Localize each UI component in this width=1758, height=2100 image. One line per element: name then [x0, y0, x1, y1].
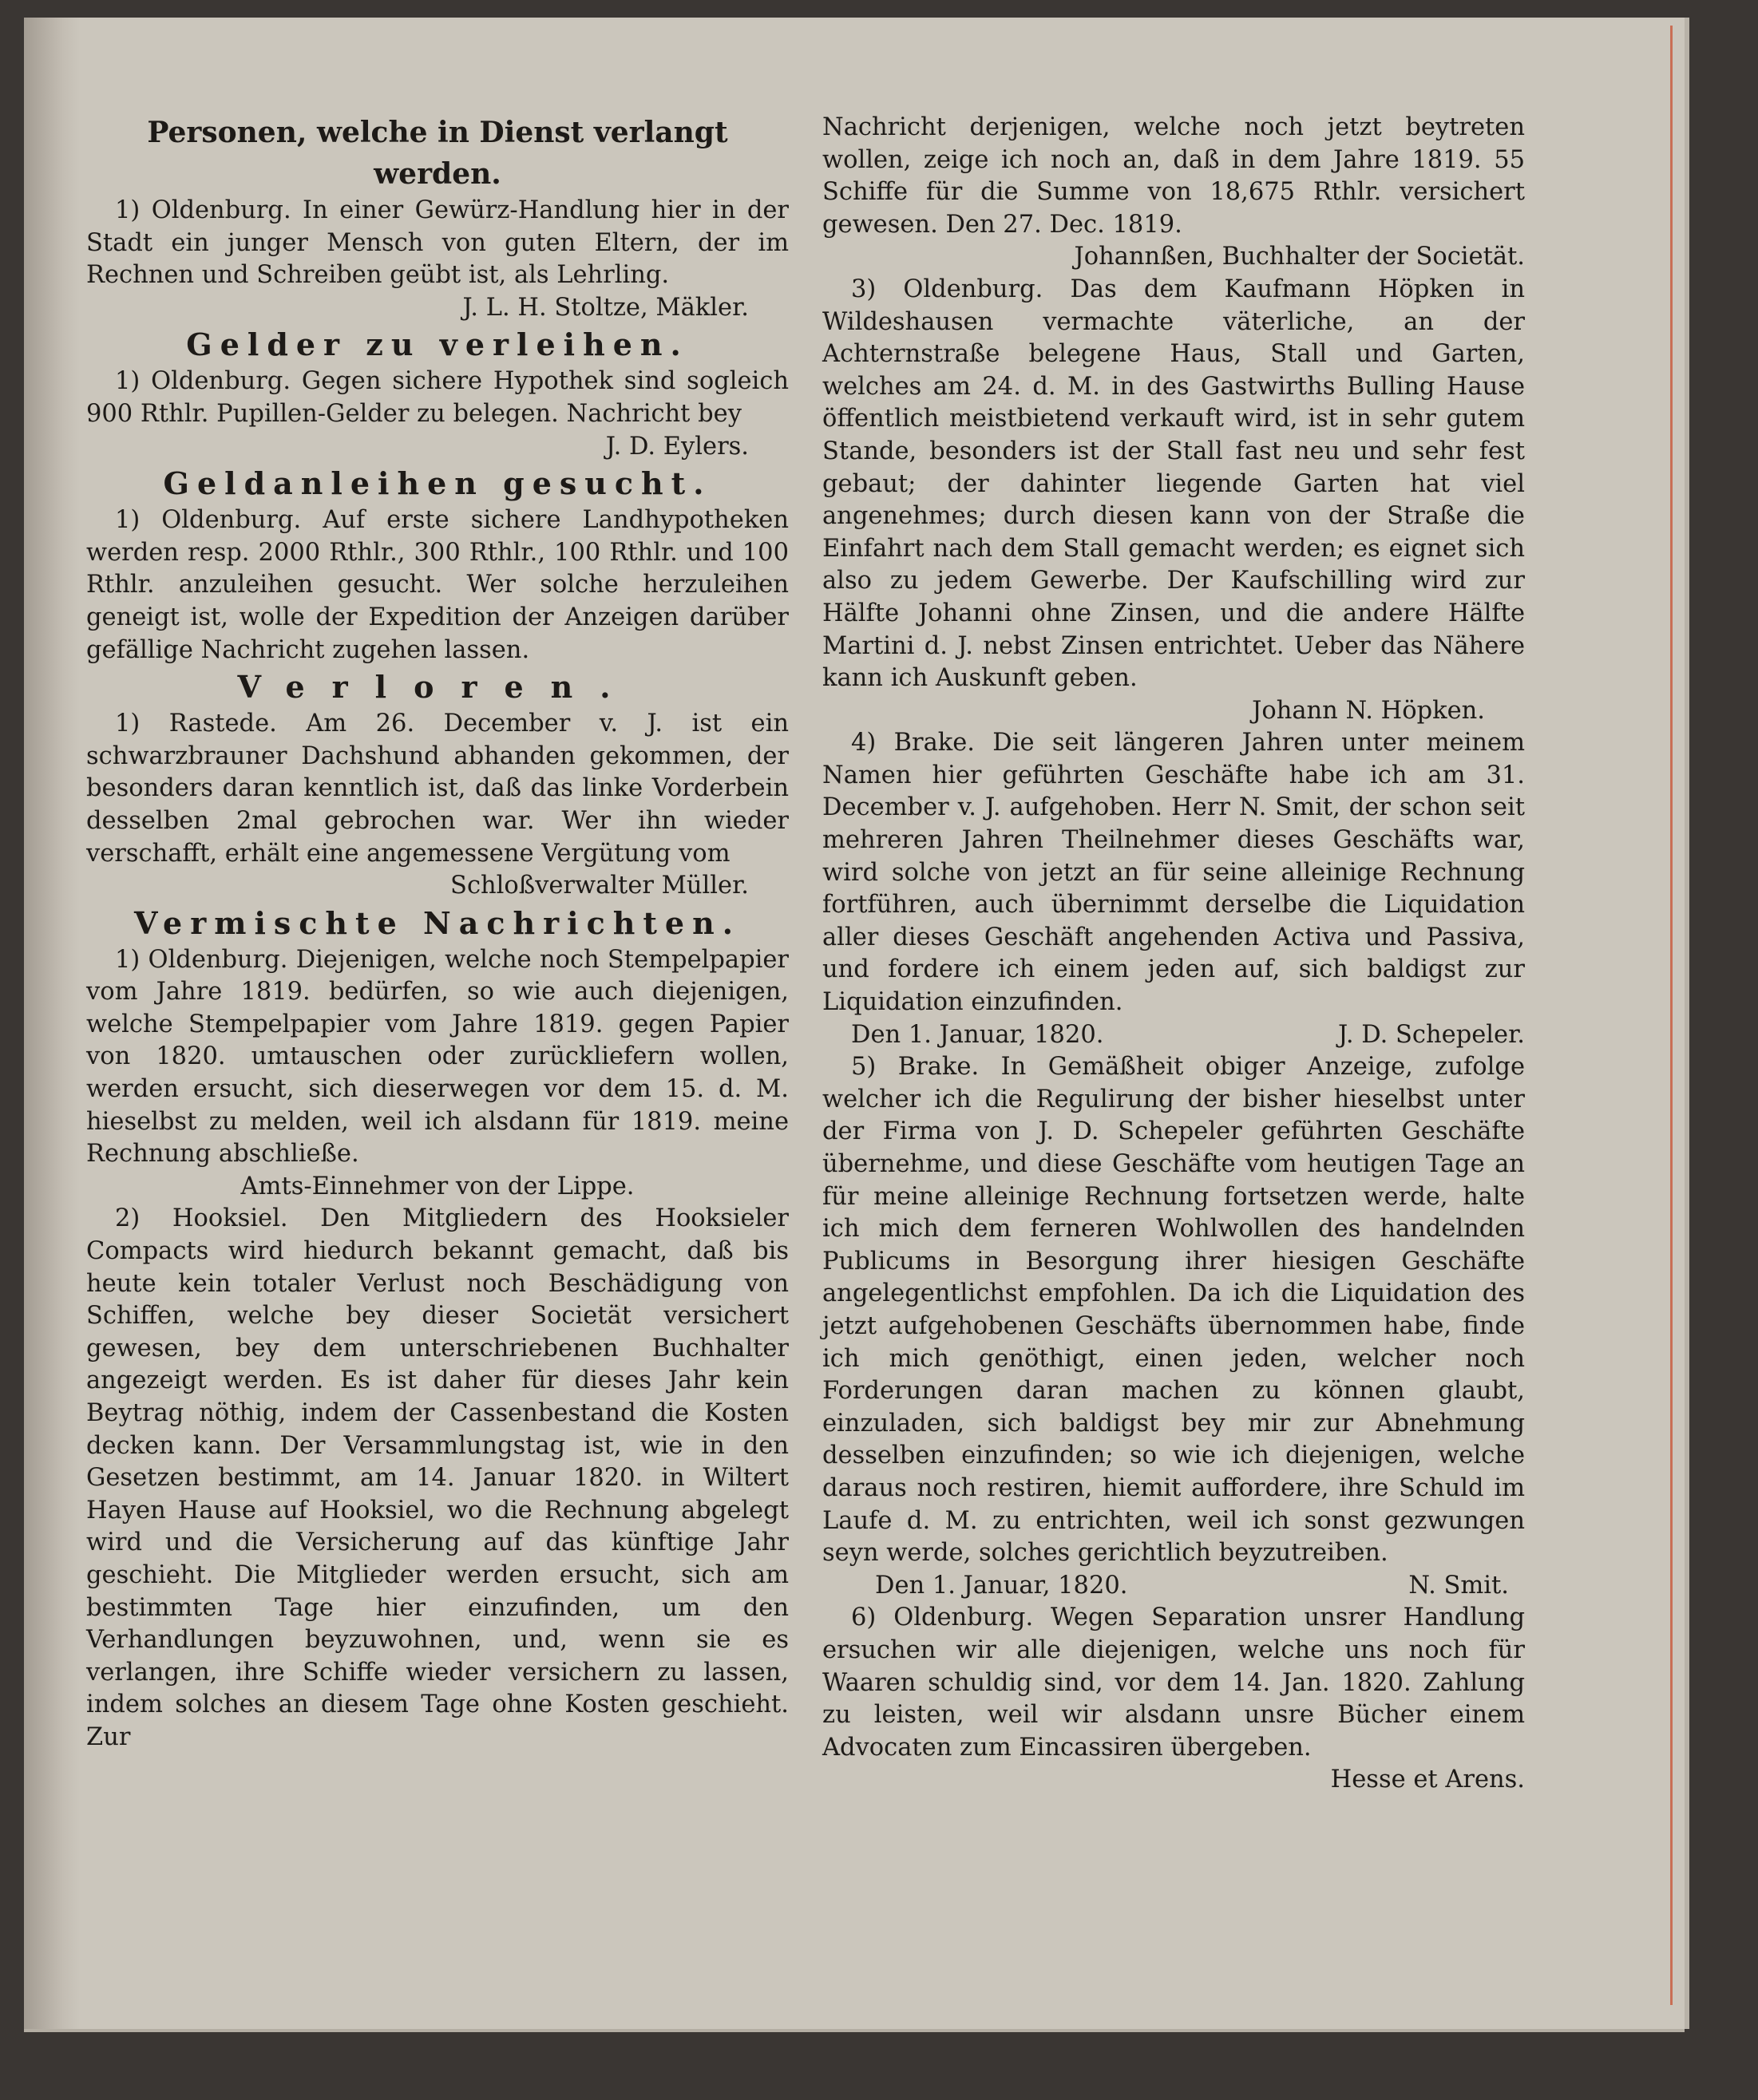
notice-persons-1: 1) Oldenburg. In einer Gewürz-Handlung hier in der Stadt ein junger Mensch von guten Eltern, der im Rechnen und Schreiben geübt ist, als Lehrling. [86, 196, 789, 290]
heading-persons-wanted: Personen, welche in Dienst verlangt werden. [147, 116, 728, 191]
notice-misc-2: 2) Hooksiel. Den Mitgliedern des Hooksieler Compacts wird hiedurch bekannt gemacht, daß bis heute kein totaler Verlust noch Beschädigung von Schiffen, welche bey dieser Societät versichert gewesen, bey dem unterschriebenen Buchhalter angezeigt werden. Es ist daher für dieses Jahr kein Beytrag nöthig, indem der Cassenbestand die Kosten decken kann. Der Versammlungstag ist, wie in den Gesetzen bestimmt, am 14. Januar 1820. in Wiltert Hayen Hause auf Hooksiel, wo die Rechnung abgelegt wird und die Versicherung auf das künftige Jahr geschieht. Die Mitglieder werden ersucht, sich am bestimmten Tage hier einzufinden, um den Verhandlungen beyzuwohnen, und, wenn sie es verlangen, ihre Schiffe wieder versichern zu lassen, indem solches an diesem Tage ohne Kosten geschieht. Zur [86, 1204, 789, 1751]
left-column [86, 112, 789, 1754]
notice-lend-1: 1) Oldenburg. Gegen sichere Hypothek sind sogleich 900 Rthlr. Pupillen-Gelder zu belegen. Nachricht bey [86, 367, 789, 428]
date-misc-5: Den 1. Januar, 1820. [875, 1571, 1128, 1600]
notice-misc-5: 5) Brake. In Gemäßheit obiger Anzeige, zufolge welcher ich die Regulirung der bisher hieselbst unter der Firma von J. D. Schepeler geführten Geschäfte übernehme, und diese Geschäfte vom heutigen Tage an für meine alleinige Rechnung fortsetzen werde, halte ich mich dem ferneren Wohlwollen des handelnden Publicums in Besorgung ihrer hiesigen Geschäfte angelegentlichst empfohlen. Da ich die Liquidation des jetzt aufgehobenen Geschäfts übernommen habe, finde ich mich genöthigt, einen jeden, welcher noch Forderungen daran machen zu können glaubt, einzuladen, sich baldigst bey mir zur Abnehmung desselben einzufinden; so wie ich diejenigen, welche daraus noch restiren, hiemit auffordere, ihre Schuld im Laufe d. M. zu entrichten, weil ich sonst gezwungen seyn werde, solches gerichtlich beyzutreiben. [822, 1053, 1525, 1568]
notice-lost-1: 1) Rastede. Am 26. December v. J. ist ein schwarzbrauner Dachshund abhanden gekommen, der besonders daran kenntlich ist, daß das linke Vorderbein desselben 2mal gebrochen war. Wer ihn wieder verschafft, erhält eine angemessene Vergütung vom [86, 710, 789, 868]
date-line-misc-4 [822, 1019, 1525, 1052]
signature-mueller: Schloßverwalter Müller. [450, 872, 749, 900]
signature-lippe: Amts-Einnehmer von der Lippe. [240, 1172, 635, 1200]
signature-hoepken: Johann N. Höpken. [1252, 696, 1485, 725]
signature-hesse-arens: Hesse et Arens. [1330, 1766, 1525, 1794]
page-spine-shadow [24, 18, 80, 2029]
notice-misc-2-continued: Nachricht derjenigen, welche noch jetzt beytreten wollen, zeige ich noch an, daß in dem Jahre 1819. 55 Schiffe für die Summe von 18,675 Rthlr. versichert gewesen. Den 27. Dec. 1819. [822, 113, 1525, 239]
heading-misc-news: Vermischte Nachrichten. [134, 904, 741, 941]
signature-johannssen: Johannßen, Buchhalter der Societät. [1074, 243, 1525, 271]
notice-misc-6: 6) Oldenburg. Wegen Separation unsrer Handlung ersuchen wir alle diejenigen, welche uns noch für Waaren schuldig sind, vor dem 14. Jan. 1820. Zahlung zu leisten, weil wir alsdann unsre Bücher einem Advocaten zum Eincassiren übergeben. [822, 1604, 1525, 1762]
right-column [822, 112, 1525, 1797]
signature-schepeler: J. D. Schepeler. [1338, 1020, 1525, 1049]
date-line-misc-5 [822, 1570, 1525, 1603]
notice-misc-3: 3) Oldenburg. Das dem Kaufmann Höpken in Wildeshausen vermachte väterliche, an der Achternstraße belegene Haus, Stall und Garten, welches am 24. d. M. in des Gastwirths Bulling Hause öffentlich meistbietend verkauft wird, ist in sehr gutem Stande, besonders ist der Stall fast neu und sehr fest gebaut; der dahinter liegende Garten hat viel angenehmes; durch diesen kann von der Straße die Einfahrt nach dem Stall gemacht werden; es eignet sich also zu jedem Gewerbe. Der Kaufschilling wird zur Hälfte Johanni ohne Zinsen, und die andere Hälfte Martini d. J. nebst Zinsen entrichtet. Ueber das Nähere kann ich Auskunft geben. [822, 275, 1525, 693]
signature-stoltze: J. L. H. Stoltze, Mäkler. [462, 293, 749, 322]
page-edge-stain [1670, 26, 1673, 2005]
signature-eylers: J. D. Eylers. [605, 432, 749, 461]
heading-loans-wanted: Geldanleihen gesucht. [163, 465, 712, 502]
notice-misc-4: 4) Brake. Die seit längeren Jahren unter meinem Namen hier geführten Geschäfte habe ich am 31. December v. J. aufgehoben. Herr N. Smit, der schon seit mehreren Jahren Theilnehmer dieses Geschäfts war, wird solche von jetzt an für seine alleinige Rechnung fortführen, auch übernimmt derselbe die Liquidation aller dieses Geschäft angehenden Activa und Passiva, und fordere ich einem jeden auf, sich baldigst zur Liquidation einzufinden. [822, 729, 1525, 1017]
notice-borrow-1: 1) Oldenburg. Auf erste sichere Landhypotheken werden resp. 2000 Rthlr., 300 Rthlr., 100 Rthlr. und 100 Rthlr. anzuleihen gesucht. Wer solche herzuleihen geneigt ist, wolle der Expedition der Anzeigen darüber gefällige Nachricht zugehen lassen. [86, 506, 789, 664]
date-misc-4: Den 1. Januar, 1820. [851, 1020, 1104, 1049]
signature-smit: N. Smit. [1408, 1571, 1509, 1600]
heading-lost: Verloren. [237, 669, 638, 706]
heading-money-to-lend: Gelder zu verleihen. [186, 326, 689, 363]
notice-misc-1: 1) Oldenburg. Diejenigen, welche noch Stempelpapier vom Jahre 1819. bedürfen, so wie auch diejenigen, welche Stempelpapier vom Jahre 1819. gegen Papier von 1820. umtauschen oder zurückliefern wollen, werden ersucht, sich dieserwegen vor dem 15. d. M. hieselbst zu melden, weil ich alsdann für 1819. meine Rechnung abschließe. [86, 945, 789, 1169]
